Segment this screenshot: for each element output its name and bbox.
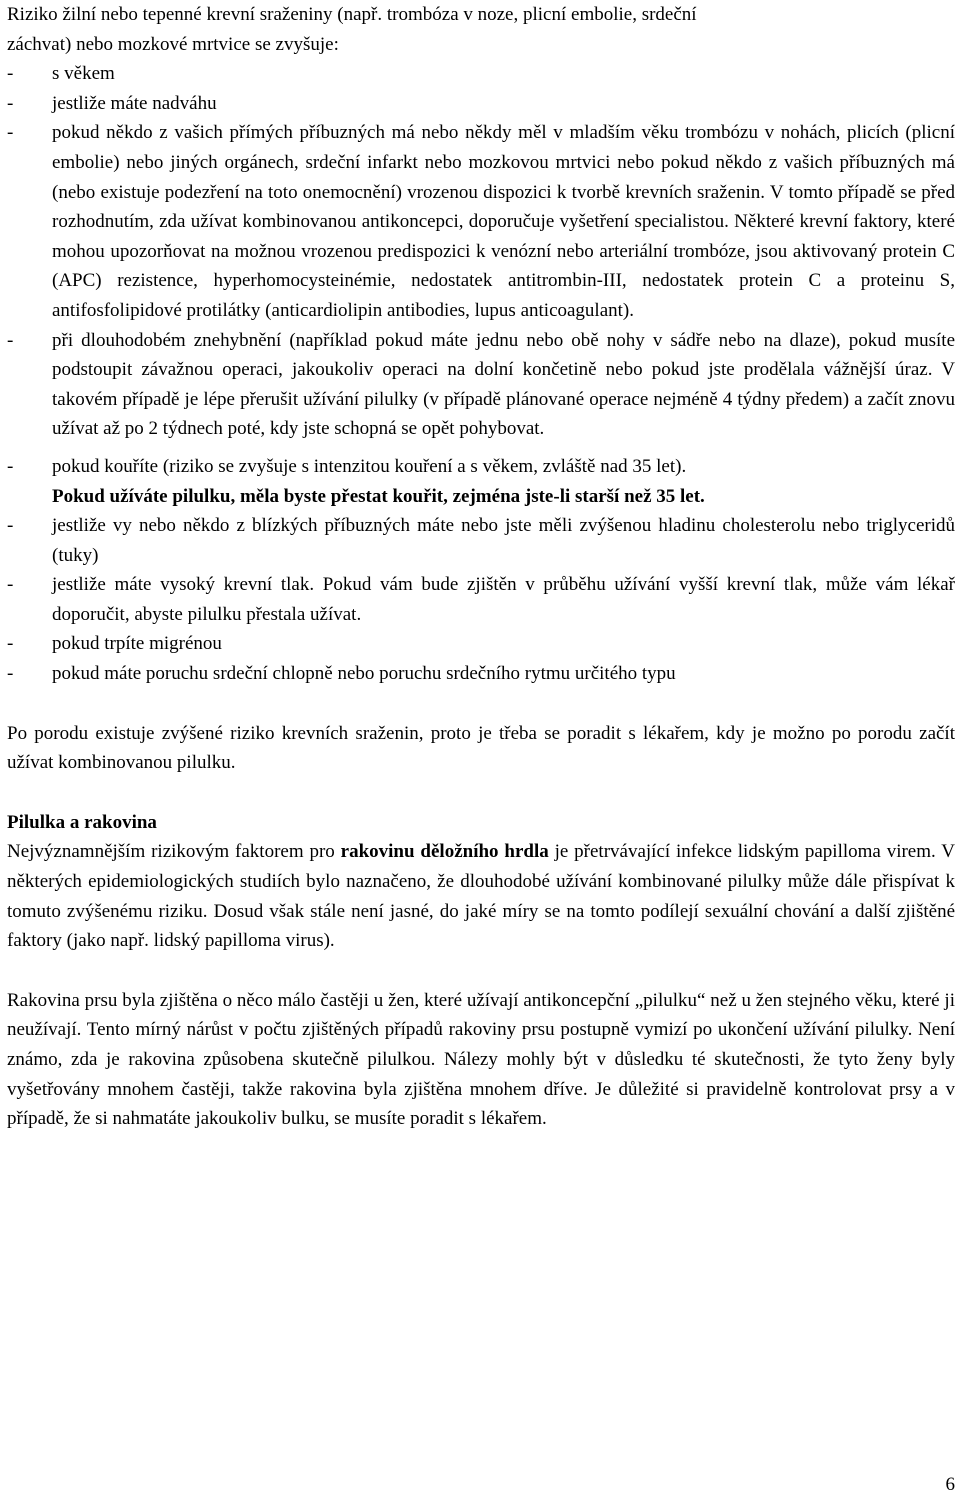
list-dash: - [7, 455, 14, 477]
list-dash: - [7, 633, 14, 655]
list-item-text: pokud trpíte migrénou [52, 633, 222, 655]
list-dash: - [7, 122, 14, 144]
list-item [7, 326, 955, 444]
list-dash: - [7, 663, 14, 685]
list-dash: - [7, 574, 14, 596]
list-item [7, 59, 955, 89]
breast-cancer-paragraph: Rakovina prsu byla zjištěna o něco málo častěji u žen, které užívají antikoncepční „pilulku“ než u žen stejného věku, které ji neužívají. Tento mírný nárůst v počtu zjištěných případů rakoviny prsu postupně vymizí po ukončení užívání pilulky. Není známo, zda je rakovina způsobena skutečně pilulkou. Nálezy mohly být v důsledku té skutečnosti, že tyto ženy byly vyšetřovány mnohem častěji, takže rakovina byla zjištěna mnohem dříve. Je důležité si pravidelně kontrolovat prsy a v případě, že si nahmatáte jakoukoliv bulku, se musíte poradit s lékařem. [7, 989, 955, 1130]
postpartum-paragraph: Po porodu existuje zvýšené riziko krevních sraženin, proto je třeba se poradit s lékařem, kdy je možno po porodu začít užívat kombinovanou pilulku. [7, 722, 955, 774]
list-item-text: s věkem [52, 63, 115, 85]
list-dash: - [7, 92, 14, 114]
paragraph-text: Nejvýznamnějším rizikovým faktorem pro [7, 841, 341, 863]
paragraph-text: je přetrvávající infekce lidským papilloma virem. V některých epidemiologických studiích bylo naznačeno, že dlouhodobé užívání kombinované pilulky může dále přispívat k tomuto zvýšenému riziku. Dosud však stále není jasné, do jaké míry se na tomto podílejí sexuální chování a další zjištěné faktory (jako např. lidský papilloma virus). [7, 841, 955, 952]
list-item [7, 659, 955, 689]
list-item-text: při dlouhodobém znehybnění (například pokud máte jednu nebo obě nohy v sádře nebo na dlaze), pokud musíte podstoupit závažnou operaci, jakoukoliv operaci na dolní končetině nebo pokud jste prodělala vážnější úraz. V takovém případě je lépe přerušit užívání pilulky (v případě plánované operace nejméně 4 týdny předem) a začít znovu užívat až po 2 týdnech poté, kdy jste schopná se opět pohybovat. [52, 329, 955, 440]
list-item [7, 629, 955, 659]
list-item-text: jestliže máte vysoký krevní tlak. Pokud vám bude zjištěn v průběhu užívání vyšší krevní tlak, může vám lékař doporučit, abyste pilulku přestala užívat. [52, 574, 955, 625]
intro-line-1: Riziko žilní nebo tepenné krevní sraženiny (např. trombóza v noze, plicní embolie, srdeční [7, 4, 697, 25]
list-item-text: pokud máte poruchu srdeční chlopně nebo poruchu srdečního rytmu určitého typu [52, 663, 676, 685]
list-item-text: jestliže máte nadváhu [52, 92, 217, 114]
page-number: 6 [945, 1474, 955, 1496]
list-item [7, 452, 955, 511]
list-item [7, 570, 955, 629]
list-item [7, 118, 955, 325]
list-item-text: jestliže vy nebo někdo z blízkých příbuzných máte nebo jste měli zvýšenou hladinu cholesterolu nebo triglyceridů (tuky) [52, 515, 955, 566]
list-item-text: pokud někdo z vašich přímých příbuzných má nebo někdy měl v mladším věku trombózu v nohách, plicích (plicní embolie) nebo jiných orgánech, srdeční infarkt nebo mozkovou mrtvici nebo pokud někdo z vašich příbuzných má (nebo existuje podezření na toto onemocnění) vrozenou dispozici k tvorbě krevních sraženin. V tomto případě se před rozhodnutím, zda užívat kombinovanou antikoncepci, doporučuje vyšetření specialistou. Některé krevní faktory, které mohou upozorňovat na možnou vrozenou predispozici k venózní nebo arteriální trombóze, jsou aktivovaný protein C (APC) rezistence, hyperhomocysteinémie, nedostatek antitrombin-III, nedostatek protein C a proteinu S, antifosfolipidové protilátky (anticardiolipin antibodies, lupus anticoagulant). [52, 122, 955, 321]
smoking-warning: Pokud užíváte pilulku, měla byste přestat kouřit, zejména jste-li starší než 35 let. [52, 485, 705, 507]
list-dash: - [7, 329, 14, 351]
list-dash: - [7, 63, 14, 85]
document-page [7, 0, 955, 1134]
risk-list [7, 59, 955, 688]
list-item [7, 511, 955, 570]
list-dash: - [7, 515, 14, 537]
section-heading: Pilulka a rakovina [7, 811, 157, 833]
cervical-cancer-paragraph [7, 837, 955, 955]
emphasis-text: rakovinu děložního hrdla [340, 841, 549, 863]
list-item [7, 89, 955, 119]
list-item-text: pokud kouříte (riziko se zvyšuje s intenzitou kouření a s věkem, zvláště nad 35 let). [52, 455, 687, 477]
intro-line-2: záchvat) nebo mozkové mrtvice se zvyšuje: [7, 33, 339, 55]
